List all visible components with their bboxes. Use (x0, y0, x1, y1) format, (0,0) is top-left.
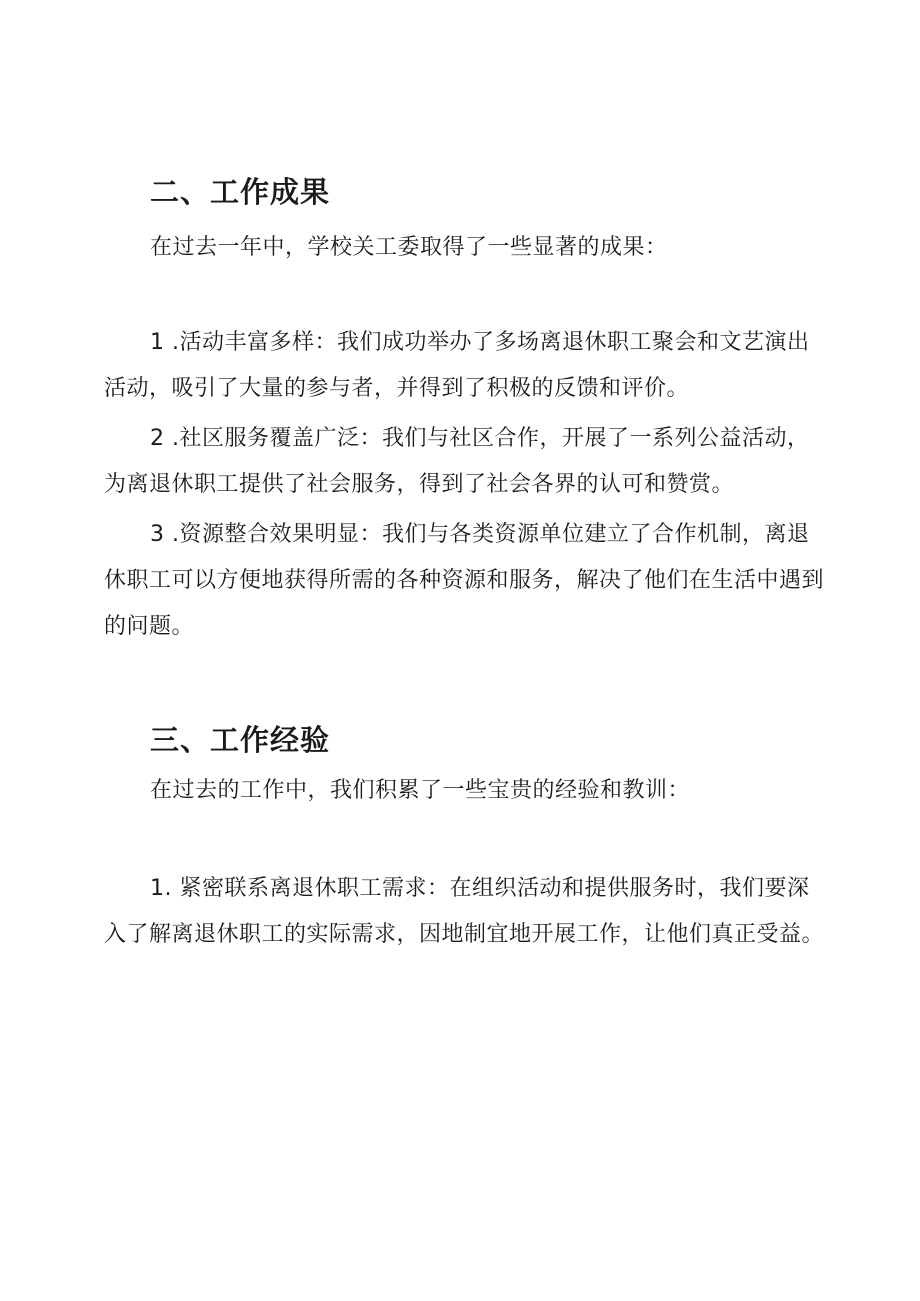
section-heading-achievements: 二、工作成果 (150, 175, 331, 209)
section-heading-experience: 三、工作经验 (150, 723, 331, 757)
list-item-1: 1 .活动丰富多样：我们成功举办了多场离退休职工聚会和文艺演出活动，吸引了大量的参与者，并得到了积极的反馈和评价。 (104, 330, 810, 401)
list-item-2: 2 .社区服务覆盖广泛：我们与社区合作，开展了一系列公益活动，为离退休职工提供了社会服务，得到了社会各界的认可和赞赏。 (104, 426, 810, 497)
list-item-experience-1: 1. 紧密联系离退休职工需求：在组织活动和提供服务时，我们要深入了解离退休职工的实际需求，因地制宜地开展工作，让他们真正受益。 (104, 876, 825, 947)
section-intro-achievements: 在过去一年中，学校关工委取得了一些显著的成果： (150, 235, 668, 260)
list-item-3: 3 .资源整合效果明显：我们与各类资源单位建立了合作机制，离退休职工可以方便地获得所需的各种资源和服务，解决了他们在生活中遇到的问题。 (104, 522, 825, 639)
section-intro-experience: 在过去的工作中，我们积累了一些宝贵的经验和教训： (150, 778, 691, 803)
